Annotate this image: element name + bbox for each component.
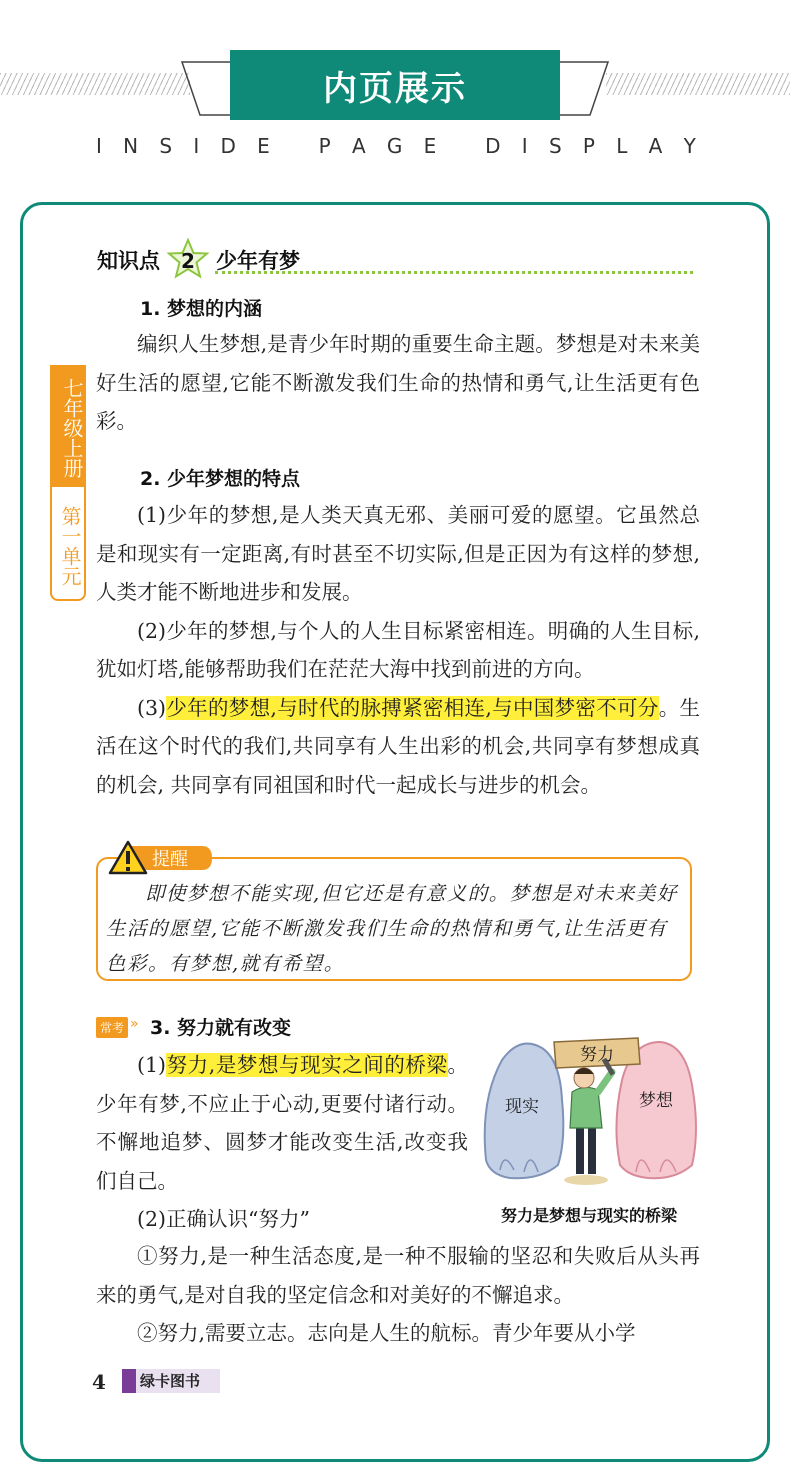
knowledge-point-number: 2 [181, 249, 195, 273]
knowledge-point-title: 少年有梦 [216, 249, 300, 273]
section2-paragraph-1: (1)少年的梦想,是人类天真无邪、美丽可爱的愿望。它虽然总是和现实有一定距离,有时甚至不切实际,但是正因为有这样的梦想,人类才能不断地进步和发展。 [96, 503, 700, 604]
section2-p3-prefix: (3) [137, 695, 167, 720]
subtitle-letter: G [386, 134, 403, 158]
subtitle-letter: A [351, 134, 366, 158]
star-icon [166, 238, 210, 282]
reminder-text [106, 876, 688, 981]
knowledge-point-heading [97, 240, 300, 280]
section2-paragraph-3 [96, 689, 700, 805]
section3-p1-rest: 。少年有梦,不应止于心动,更要付诸行动。不懈地追梦、圆梦才能改变生活,改变我们自己。 [96, 1053, 468, 1193]
reminder-label: 提醒 [152, 849, 188, 870]
subtitle-letter: P [582, 134, 595, 158]
subtitle-letter: I [521, 134, 528, 158]
double-chevron-icon: » [130, 1016, 139, 1032]
subtitle-letter: P [318, 134, 331, 158]
subtitle-letter: E [257, 134, 270, 158]
brand-logo-icon [122, 1369, 136, 1393]
subtitle-letter: N [123, 134, 139, 158]
illustration-label-dream: 梦想 [639, 1091, 673, 1111]
illustration-label-reality: 现实 [505, 1097, 539, 1117]
illustration-effort-bridge [480, 1030, 698, 1195]
section2-p3-highlight: 少年的梦想,与时代的脉搏紧密相连,与中国梦密不可分 [166, 695, 659, 720]
knowledge-point-label: 知识点 [97, 249, 160, 273]
illustration-label-effort: 努力 [580, 1045, 614, 1065]
dotted-divider [215, 271, 693, 274]
subtitle-letter: E [423, 134, 437, 158]
header-hatch-right [606, 73, 790, 95]
section2-paragraph-2: (2)少年的梦想,与个人的人生目标紧密相连。明确的人生目标,犹如灯塔,能够帮助我们在茫茫大海中找到前进的方向。 [96, 618, 700, 681]
subtitle-letter: L [616, 134, 628, 158]
sidetab-unit: 第一单元 [50, 487, 86, 601]
illustration-caption: 努力是梦想与现实的桥梁 [500, 1206, 677, 1225]
frequent-badge: 常考 [96, 1017, 128, 1038]
section3-paragraph-1 [96, 1046, 468, 1200]
subtitle-letter: D [485, 134, 501, 158]
section3-heading: 3. 努力就有改变 [150, 1017, 292, 1039]
warning-icon [108, 840, 148, 876]
subtitle-letter: I [96, 134, 102, 158]
page-title: 内页展示 [323, 68, 467, 109]
section3-paragraph-2: (2)正确认识“努力” [137, 1207, 310, 1231]
brand-name: 绿卡图书 [140, 1372, 201, 1390]
subtitle-letter: I [193, 134, 200, 158]
page-number: 4 [92, 1370, 106, 1394]
subtitle-letter [291, 134, 297, 158]
section1-text [96, 325, 700, 441]
reminder-paragraph: 即使梦想不能实现,但它还是有意义的。梦想是对未来美好生活的愿望,它能不断激发我们生命的热情和勇气,让生活更有色彩。有梦想,就有希望。 [106, 882, 678, 975]
subtitle-letter: S [548, 134, 562, 158]
section2-p3-rest: 。生活在这个时代的我们,共同享有人生出彩的机会,共同享有梦想成真的机会, 共同享有同祖国和时代一起成长与进步的机会。 [96, 695, 700, 797]
subtitle-letter: S [159, 134, 173, 158]
section1-paragraph: 编织人生梦想,是青少年时期的重要生命主题。梦想是对未来美好生活的愿望,它能不断激发我们生命的热情和勇气,让生活更有色彩。 [96, 332, 700, 433]
section2-text [96, 496, 700, 804]
section3-text-narrow [96, 1046, 468, 1239]
section3-paragraph-4: ②努力,需要立志。志向是人生的航标。青少年要从小学 [137, 1321, 636, 1345]
section3-p1-prefix: (1) [137, 1053, 167, 1077]
subtitle-letter [458, 134, 464, 158]
section3-paragraph-3: ①努力,是一种生活态度,是一种不服输的坚忍和失败后从头再来的勇气,是对自我的坚定信念和对美好的不懈追求。 [96, 1244, 700, 1307]
section3-p1-highlight: 努力,是梦想与现实之间的桥梁 [166, 1053, 448, 1077]
section2-heading: 2. 少年梦想的特点 [140, 468, 301, 490]
section3-text-wide [96, 1237, 700, 1353]
subtitle-letter: D [220, 134, 236, 158]
subtitle-letter: Y [683, 134, 696, 158]
page-subtitle [96, 134, 696, 158]
sidetab-grade: 七年级上册 [50, 365, 86, 487]
subtitle-letter: A [648, 134, 663, 158]
section1-heading: 1. 梦想的内涵 [140, 298, 263, 320]
header-hatch-left [0, 73, 190, 95]
